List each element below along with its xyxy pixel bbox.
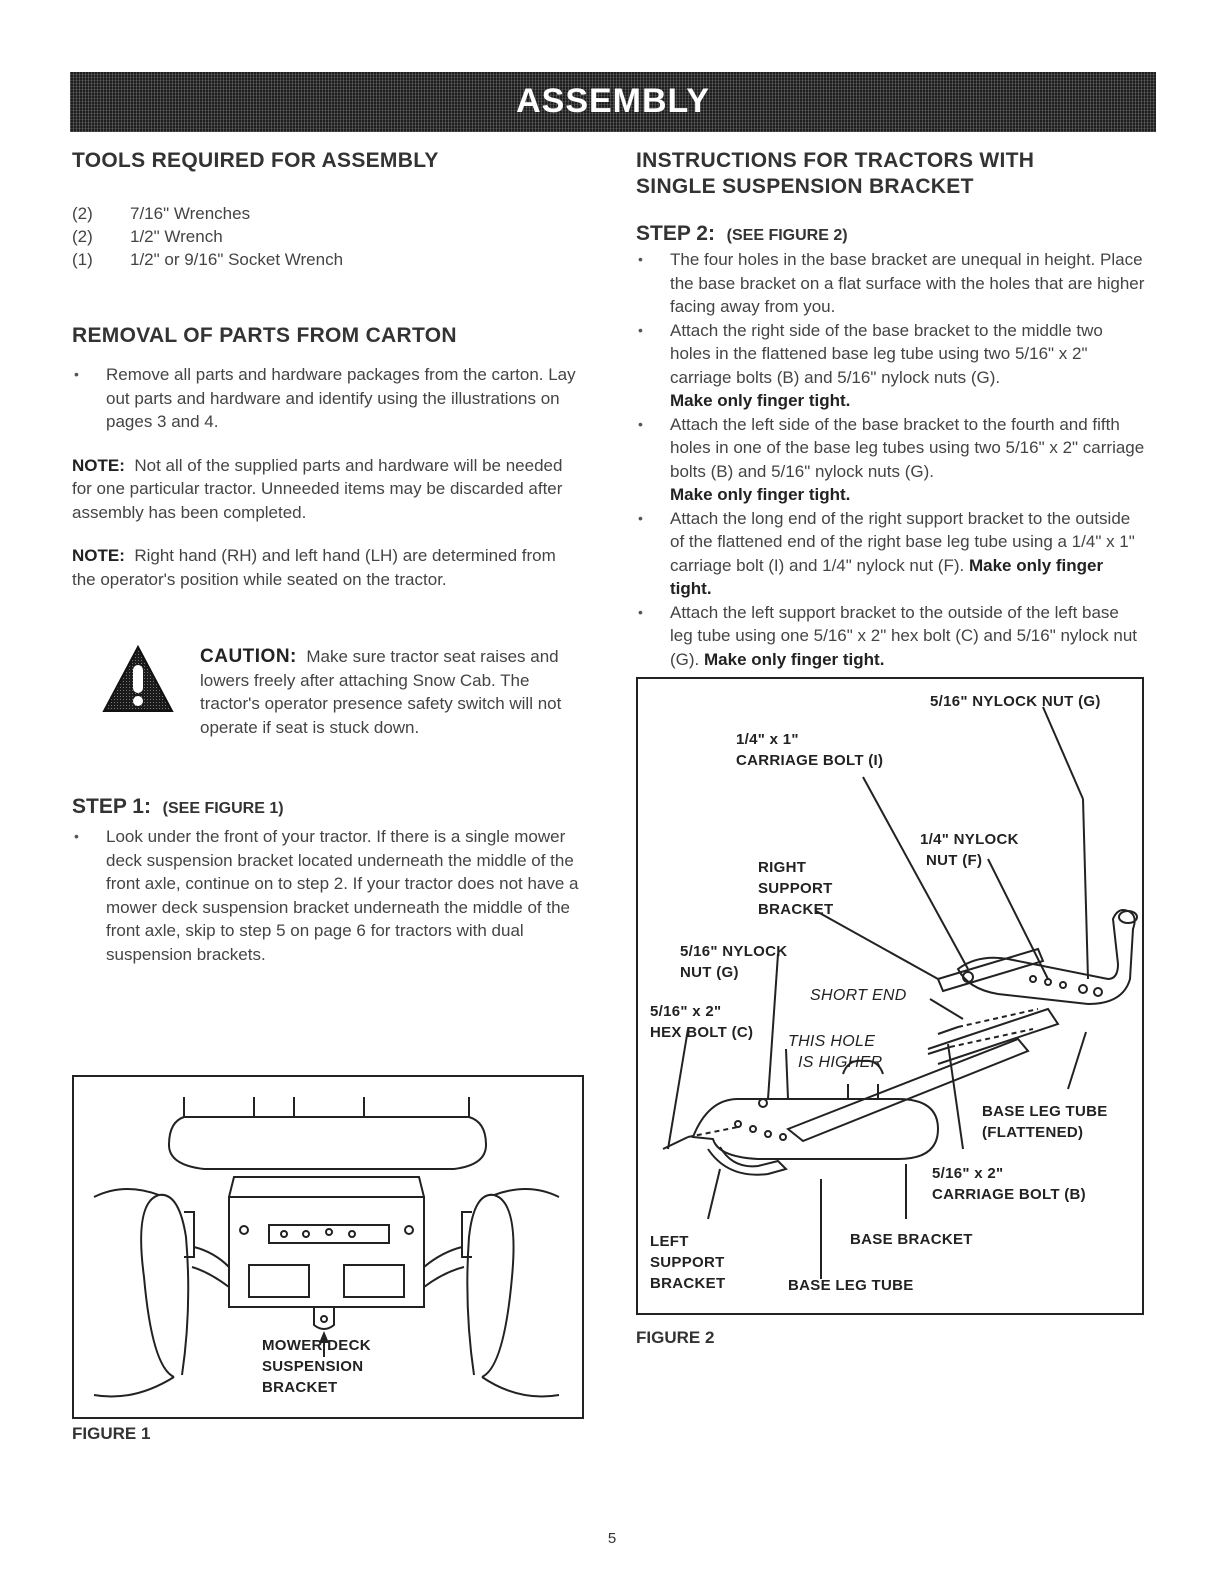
- note-text: Not all of the supplied parts and hardware will be needed for one particular tractor. Unneeded items may be discarded after assembly has been completed.: [72, 455, 563, 522]
- figure2-caption: FIGURE 2: [636, 1328, 715, 1347]
- caution-block: [72, 645, 584, 745]
- label-base-bracket: BASE BRACKET: [850, 1231, 973, 1248]
- label-line: 5/16" x 2": [932, 1165, 1004, 1182]
- page-number: 5: [607, 1530, 617, 1547]
- label-line: SUPPORT: [758, 880, 833, 897]
- step1-label: STEP 1:: [72, 795, 151, 818]
- bullet-text: Attach the long end of the right support bracket to the outside of the flattened end of the right base leg tube using a 1/4" x 1" carriage bolt (I) and 1/4" nylock nut (F).: [670, 508, 1135, 575]
- note-text: Right hand (RH) and left hand (LH) are determined from the operator's position while seated on the tractor.: [72, 546, 556, 589]
- banner-title: ASSEMBLY: [516, 82, 710, 120]
- list-item: [636, 248, 1146, 319]
- label-line: HEX BOLT (C): [650, 1024, 754, 1041]
- label-nylock-nut-g-top: 5/16" NYLOCK NUT (G): [930, 693, 1101, 710]
- instructions-heading: [636, 148, 1146, 200]
- label-line: 1/4" NYLOCK: [920, 831, 1019, 848]
- label-line: MOWER DECK: [262, 1337, 371, 1354]
- step1-title: [72, 795, 584, 819]
- bullet-text: The four holes in the base bracket are unequal in height. Place the base bracket on a flat surface with the holes that are higher facing away from you.: [670, 250, 1145, 316]
- bullet-text: Attach the right side of the base bracket to the middle two holes in the flattened base leg tube using two 5/16" x 2" carriage bolts (B) and 5/16" nylock nuts (G).: [670, 320, 1103, 387]
- figure1-caption: FIGURE 1: [72, 1424, 151, 1443]
- label-left-support-bracket: [650, 1231, 725, 1294]
- step1-list: [72, 825, 584, 966]
- note-unneeded: [72, 454, 584, 525]
- label-line: CARRIAGE BOLT (I): [736, 752, 884, 769]
- note-label: NOTE:: [72, 455, 125, 475]
- label-line: NUT (F): [926, 852, 983, 869]
- caution-text: [200, 645, 584, 739]
- tool-qty: (2): [72, 204, 93, 223]
- list-item: [72, 225, 584, 248]
- bullet-text: Attach the left side of the base bracket to the fourth and fifth holes in one of the base leg tubes using two 5/16" x 2" carriage bolts (B) and 5/16" nylock nuts (G).: [670, 414, 1145, 481]
- label-line: THIS HOLE: [788, 1033, 876, 1050]
- label-hole-higher: [788, 1031, 883, 1073]
- label-hex-bolt-c: [650, 1001, 753, 1043]
- right-column: [636, 148, 1146, 671]
- label-line: BASE LEG TUBE: [982, 1103, 1108, 1120]
- tool-name: 1/2" or 9/16" Socket Wrench: [130, 250, 344, 269]
- step2-ref: (SEE FIGURE 2): [726, 227, 848, 244]
- bullet-emphasis: Make only finger tight.: [670, 555, 1104, 598]
- label-line: BRACKET: [262, 1379, 338, 1396]
- label-line: (FLATTENED): [982, 1124, 1084, 1141]
- bullet-emphasis: Make only finger tight.: [670, 391, 851, 410]
- heading-line: INSTRUCTIONS FOR TRACTORS WITH: [636, 149, 1035, 172]
- label-line: SUPPORT: [650, 1254, 725, 1271]
- bullet-emphasis: Make only finger tight.: [670, 485, 851, 504]
- tools-list: [72, 202, 584, 271]
- list-item: [636, 601, 1146, 672]
- tool-name: 7/16" Wrenches: [130, 204, 251, 223]
- label-line: BRACKET: [758, 901, 834, 918]
- label-right-support-bracket: [758, 857, 833, 920]
- removal-heading: REMOVAL OF PARTS FROM CARTON: [72, 324, 457, 347]
- label-line: LEFT: [650, 1233, 689, 1250]
- tool-qty: (2): [72, 227, 93, 246]
- list-item: [636, 507, 1146, 601]
- list-item: [636, 413, 1146, 507]
- list-item: • Remove all parts and hardware packages from the carton. Lay out parts and hardware and identify using the illustrations on pages 3 and 4.: [72, 363, 584, 434]
- note-hand: [72, 544, 584, 591]
- label-base-leg-tube: BASE LEG TUBE: [788, 1277, 914, 1294]
- step2-title: [636, 222, 1146, 246]
- caution-body: Make sure tractor seat raises and lowers freely after attaching Snow Cab. The tractor's operator presence safety switch will not operate if seat is stuck down.: [200, 647, 562, 737]
- label-short-end: SHORT END: [810, 987, 907, 1004]
- label-line: 5/16" NYLOCK: [680, 943, 788, 960]
- list-item: [636, 319, 1146, 413]
- label-carriage-bolt-i: [736, 729, 883, 771]
- caution-label: CAUTION:: [200, 646, 297, 667]
- list-item: • Look under the front of your tractor. If there is a single mower deck suspension bracket located underneath the middle of the front axle, continue on to step 2. If your tractor does not have a mower deck suspension bracket underneath the middle of the front axle, skip to step 5 on page 6 for tractors with dual suspension brackets.: [72, 825, 584, 966]
- left-column: [72, 148, 584, 966]
- step1-ref: (SEE FIGURE 1): [162, 800, 284, 817]
- list-item: [72, 248, 584, 271]
- label-nylock-nut-f: [920, 829, 1019, 871]
- list-item: [72, 202, 584, 225]
- label-line: BRACKET: [650, 1275, 726, 1292]
- label-line: 1/4" x 1": [736, 731, 799, 748]
- label-line: SUSPENSION: [262, 1358, 364, 1375]
- heading-line: SINGLE SUSPENSION BRACKET: [636, 175, 974, 198]
- tool-qty: (1): [72, 250, 93, 269]
- step2-label: STEP 2:: [636, 222, 715, 245]
- label-line: IS HIGHER: [798, 1054, 883, 1071]
- label-line: RIGHT: [758, 859, 807, 876]
- mower-deck-label: [262, 1335, 371, 1398]
- warning-triangle-icon: [102, 645, 174, 715]
- tools-heading: TOOLS REQUIRED FOR ASSEMBLY: [72, 149, 439, 172]
- bullet-emphasis: Make only finger tight.: [704, 649, 885, 669]
- label-carriage-bolt-b: [932, 1163, 1086, 1205]
- step2-list: [636, 248, 1146, 671]
- label-nylock-nut-g-left: [680, 941, 787, 983]
- label-line: NUT (G): [680, 964, 739, 981]
- label-base-leg-tube-flattened: [982, 1101, 1108, 1143]
- removal-list: [72, 363, 584, 434]
- figure2-illustration: [636, 677, 1144, 1315]
- label-line: CARRIAGE BOLT (B): [932, 1186, 1086, 1203]
- bullet-text: Attach the left support bracket to the outside of the left base leg tube using one 5/16" x 2" hex bolt (C) and 5/16" nylock nut (G).: [670, 602, 1138, 669]
- tool-name: 1/2" Wrench: [130, 227, 223, 246]
- figure1-illustration: [72, 1075, 584, 1419]
- label-line: 5/16" x 2": [650, 1003, 722, 1020]
- section-banner: [70, 72, 1156, 132]
- note-label: NOTE:: [72, 546, 125, 565]
